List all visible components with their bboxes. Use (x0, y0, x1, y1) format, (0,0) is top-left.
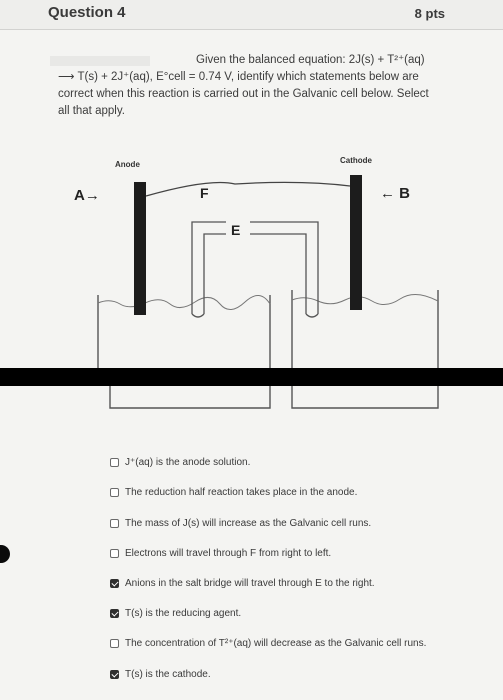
checkbox-3[interactable] (110, 519, 119, 528)
checkbox-7[interactable] (110, 639, 119, 648)
prompt-line-1: Given the balanced equation: 2J(s) + T²⁺(aq) (196, 54, 425, 66)
option-1-text: J⁺(aq) is the anode solution. (125, 457, 251, 468)
option-6[interactable] (110, 608, 241, 619)
prompt-line-2: ⟶ T(s) + 2J⁺(aq), E°cell = 0.74 V, identify which statements below are (58, 71, 419, 83)
question-header (0, 0, 503, 30)
question-title: Question 4 (48, 4, 126, 21)
wire-f (146, 182, 350, 196)
salt-bridge-e-inner (204, 234, 306, 314)
option-2[interactable] (110, 487, 357, 498)
option-2-text: The reduction half reaction takes place in the anode. (125, 487, 358, 498)
checkbox-6[interactable] (110, 609, 119, 618)
anode-electrode (134, 182, 146, 315)
checkbox-4[interactable] (110, 549, 119, 558)
option-7[interactable] (110, 638, 426, 649)
option-6-text: T(s) is the reducing agent. (125, 608, 242, 619)
checkbox-2[interactable] (110, 488, 119, 497)
label-e: E (231, 222, 241, 238)
option-8-text: T(s) is the cathode. (125, 669, 211, 680)
prompt-line-4: all that apply. (58, 105, 125, 117)
label-b: ← B (380, 185, 410, 202)
option-5-text: Anions in the salt bridge will travel through E to the right. (125, 578, 375, 589)
option-3-text: The mass of J(s) will increase as the Galvanic cell runs. (125, 518, 372, 529)
question-points: 8 pts (414, 6, 445, 21)
checkbox-8[interactable] (110, 670, 119, 679)
option-4-text: Electrons will travel through F from right to left. (125, 548, 332, 559)
checkbox-5[interactable] (110, 579, 119, 588)
redacted-block (50, 56, 150, 66)
option-3[interactable] (110, 518, 371, 529)
cathode-electrode (350, 175, 362, 310)
option-8[interactable] (110, 669, 211, 680)
diagram-lower (0, 386, 503, 446)
option-1[interactable] (110, 457, 250, 468)
screen-divider (0, 368, 503, 386)
cathode-label: Cathode (340, 156, 372, 165)
option-4[interactable] (110, 548, 331, 559)
label-a: A→ (74, 187, 100, 204)
anode-label: Anode (115, 160, 140, 169)
label-f: F (200, 185, 209, 201)
option-7-text: The concentration of T²⁺(aq) will decrease as the Galvanic cell runs. (125, 638, 427, 649)
option-5[interactable] (110, 578, 375, 589)
prompt-line-3: correct when this reaction is carried out in the Galvanic cell below. Select (58, 88, 429, 100)
checkbox-1[interactable] (110, 458, 119, 467)
salt-bridge-e-outer (192, 222, 318, 314)
